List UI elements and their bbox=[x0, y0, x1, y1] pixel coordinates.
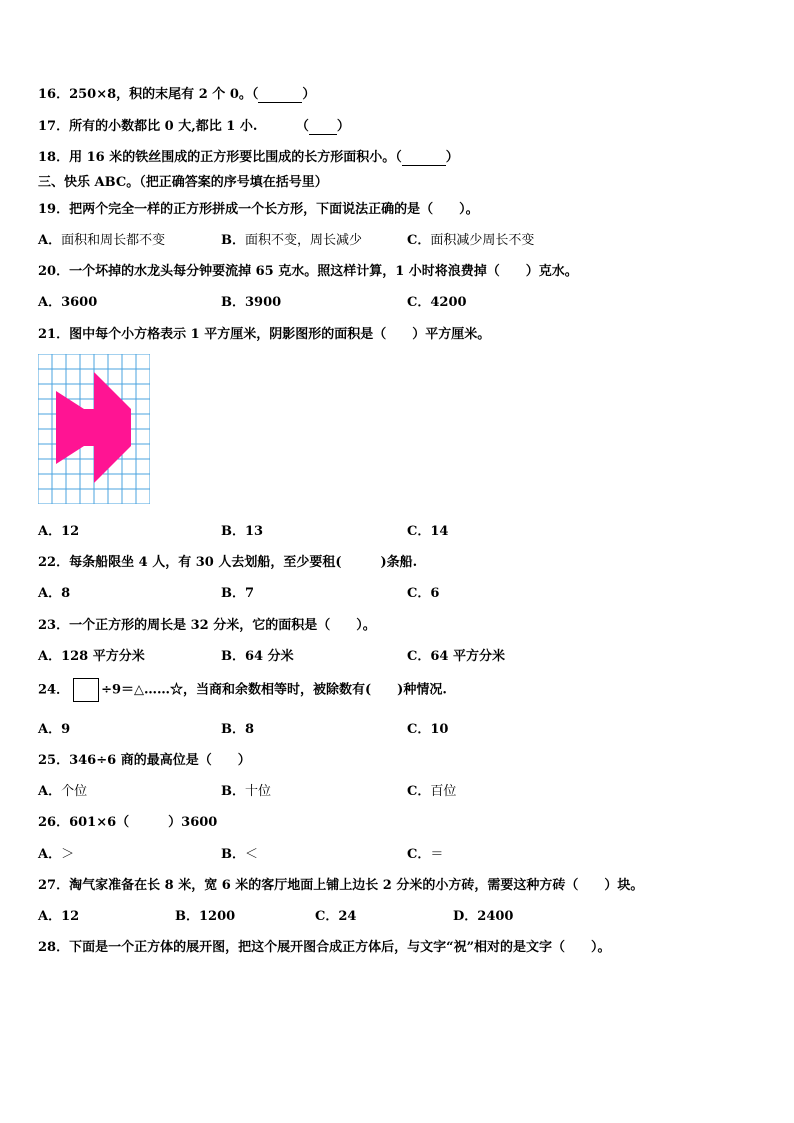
question-17 bbox=[38, 115, 350, 135]
q24-dividend-box[interactable] bbox=[73, 678, 99, 702]
q17-answer-blank[interactable] bbox=[309, 119, 337, 135]
q17-prefix: 17．所有的小数都比 bbox=[38, 119, 161, 134]
question-23-stem: 23．一个正方形的周长是 32 分米，它的面积是（ ）。 bbox=[38, 618, 376, 633]
q16-answer-blank[interactable] bbox=[258, 87, 302, 103]
question-22-stem: 22．每条船限坐 4 人，有 30 人去划船，至少要租( )条船. bbox=[38, 555, 418, 570]
q22-option-c[interactable]: C．6 bbox=[407, 586, 440, 601]
q20-option-c[interactable]: C．4200 bbox=[407, 295, 467, 310]
q17-close: ） bbox=[336, 119, 350, 134]
q18-num: 16 bbox=[86, 150, 105, 165]
question-28-stem: 28．下面是一个正方体的展开图，把这个展开图合成正方体后，与文字“祝”相对的是文字（ ）。 bbox=[38, 940, 611, 955]
q23-option-b[interactable]: B．64 分米 bbox=[221, 649, 294, 664]
q16-mid: 个 bbox=[212, 87, 226, 102]
shaded-arrow-right bbox=[94, 372, 131, 483]
q27-option-a[interactable]: A．12 bbox=[38, 909, 80, 924]
q24-option-b[interactable]: B．8 bbox=[221, 722, 255, 737]
question-20-stem: 20．一个坏掉的水龙头每分钟要流掉 65 克水。照这样计算，1 小时将浪费掉（ ）克水。 bbox=[38, 264, 578, 279]
q17-b: 1 bbox=[226, 119, 236, 134]
q19-option-b[interactable]: B．面积不变，周长减少 bbox=[221, 233, 363, 248]
section-heading: 三、快乐 ABC。（把正确答案的序号填在括号里） bbox=[38, 175, 328, 190]
q25-option-a[interactable]: A．个位 bbox=[38, 784, 88, 799]
q24-option-a[interactable]: A．9 bbox=[38, 722, 71, 737]
q17-mid: 大,都比 bbox=[178, 119, 222, 134]
q16-suffix: 。（ bbox=[238, 87, 259, 102]
question-16 bbox=[38, 83, 315, 103]
q18-suffix: 米的铁丝围成的正方形要比围成的长方形面积小。（ bbox=[109, 150, 402, 165]
q20-option-a[interactable]: A．3600 bbox=[38, 295, 98, 310]
question-21-stem: 21．图中每个小方格表示 1 平方厘米，阴影图形的面积是（ ）平方厘米。 bbox=[38, 327, 491, 342]
q16-close: ） bbox=[302, 87, 316, 102]
q26-option-a[interactable]: A．＞ bbox=[38, 847, 75, 862]
q19-option-a[interactable]: A．面积和周长都不变 bbox=[38, 233, 166, 248]
q18-prefix: 18．用 bbox=[38, 150, 83, 165]
q22-option-b[interactable]: B．7 bbox=[221, 586, 255, 601]
q24-option-c[interactable]: C．10 bbox=[407, 722, 449, 737]
question-26-stem: 26．601×6（ ）3600 bbox=[38, 815, 218, 830]
q27-option-d[interactable]: D．2400 bbox=[453, 909, 514, 924]
question-25-stem: 25．346÷6 商的最高位是（ ） bbox=[38, 753, 251, 768]
question-24 bbox=[38, 678, 447, 702]
q27-option-c[interactable]: C．24 bbox=[315, 909, 357, 924]
q19-option-c[interactable]: C．面积减少周长不变 bbox=[407, 233, 535, 248]
q18-answer-blank[interactable] bbox=[402, 150, 446, 166]
q17-suffix: 小. bbox=[239, 119, 258, 134]
q16-zero: 0 bbox=[229, 87, 239, 102]
question-27-stem: 27．淘气家准备在长 8 米，宽 6 米的客厅地面上铺上边长 2 分米的小方砖，需要这种方砖（ ）块。 bbox=[38, 878, 644, 893]
q23-option-c[interactable]: C．64 平方分米 bbox=[407, 649, 505, 664]
q17-open: （ bbox=[295, 119, 309, 134]
q16-num: 2 bbox=[198, 87, 208, 102]
q21-option-c[interactable]: C．14 bbox=[407, 524, 449, 539]
q25-option-c[interactable]: C．百位 bbox=[407, 784, 457, 799]
q24-stem: ÷9＝△……☆，当商和余数相等时，被除数有( )种情况. bbox=[101, 682, 447, 698]
q17-a: 0 bbox=[164, 119, 174, 134]
q22-option-a[interactable]: A．8 bbox=[38, 586, 71, 601]
q16-prefix: 16．250×8，积的末尾有 bbox=[38, 87, 195, 102]
q21-option-b[interactable]: B．13 bbox=[221, 524, 264, 539]
q23-option-a[interactable]: A．128 平方分米 bbox=[38, 649, 145, 664]
q18-close: ） bbox=[445, 150, 459, 165]
shaded-arrow-middle bbox=[84, 409, 94, 446]
q20-option-b[interactable]: B．3900 bbox=[221, 295, 282, 310]
q26-option-b[interactable]: B．＜ bbox=[221, 847, 259, 862]
q21-option-a[interactable]: A．12 bbox=[38, 524, 80, 539]
question-18 bbox=[38, 146, 459, 166]
q21-grid-figure bbox=[38, 354, 150, 504]
q26-option-c[interactable]: C．＝ bbox=[407, 847, 444, 862]
question-19-stem: 19．把两个完全一样的正方形拼成一个长方形，下面说法正确的是（ ）。 bbox=[38, 202, 479, 217]
q25-option-b[interactable]: B．十位 bbox=[221, 784, 272, 799]
q27-option-b[interactable]: B．1200 bbox=[175, 909, 236, 924]
q24-num: 24． bbox=[38, 682, 70, 698]
